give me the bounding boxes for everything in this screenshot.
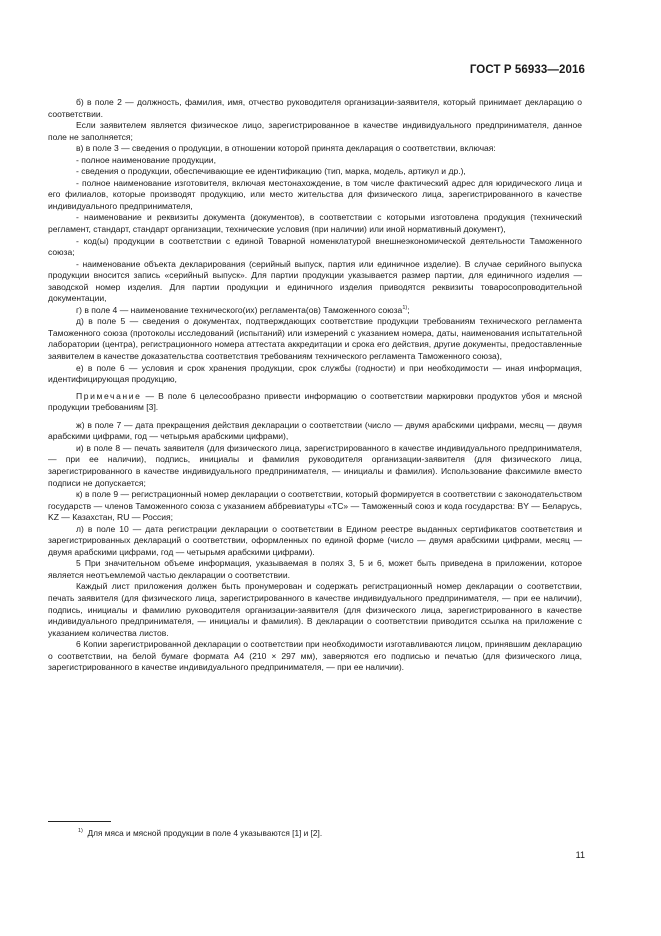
list-item: - полное наименование изготовителя, включая местонахождение, в том числе фактический адрес для юридического лица и его филиалов, которые производят продукцию, или место жительства для физического лица, зарегистрированного в качестве индивидуального предпринимателя, (48, 177, 582, 211)
footnote (78, 828, 322, 839)
list-item: - код(ы) продукции в соответствии с единой Товарной номенклатурой внешнеэкономической деятельности Таможенного союза; (48, 235, 582, 258)
footnote-ref: 1) (402, 304, 408, 311)
note-paragraph (48, 391, 582, 414)
paragraph-i: и) в поле 8 — печать заявителя (для физического лица, зарегистрированного в качестве индивидуального предпринимателя, — при ее наличии), подпись, инициалы и фамилия руководителя организации-заявителя (для физического лица, зарегистрированного в качестве индивидуального предпринимателя, — инициалы и фамилия). Использование факсимиле вместо подписи не допускается; (48, 442, 582, 488)
list-item: - полное наименование продукции, (76, 154, 216, 165)
footnote-text: Для мяса и мясной продукции в поле 4 указываются [1] и [2]. (87, 828, 323, 838)
paragraph-d: д) в поле 5 — сведения о документах, подтверждающих соответствие продукции требованиям технического регламента Таможенного союза (протоколы исследований (испытаний) или измерений с указанием номера, даты, наименования испытательной лаборатории (центра), регистрационного номера аттестата аккредитации и срока его действия, другие документы, предоставленные заявителем в качестве доказательства соответствия требованиям технического регламента Таможенного союза), (48, 316, 582, 362)
paragraph-zh: ж) в поле 7 — дата прекращения действия декларации о соответствии (число — двумя арабскими цифрами, месяц — двумя арабскими цифрами, год — четырьмя арабскими цифрами), (48, 419, 582, 442)
footnote-divider (48, 821, 111, 822)
list-item: - наименование объекта декларирования (серийный выпуск, партия или единичное изделие). В случае серийного выпуска продукции вносится запись «серийный выпуск». Для партии продукции указывается размер партии, для единичного изделия — заводской номер изделия. Для партии продукции и единичного изделия приводятся реквизиты товаросопроводительной документации, (48, 258, 582, 304)
paragraph-g-text: г) в поле 4 — наименование технического(их) регламента(ов) Таможенного союза (76, 304, 403, 315)
clause-5-continuation: Каждый лист приложения должен быть пронумерован и содержать регистрационный номер декларации о соответствии, печать заявителя (для физического лица, зарегистрированного в качестве индивидуального предпринимателя, — при ее наличии), подпись, инициалы и фамилию руководителя организации-заявителя (для физического лица, зарегистрированного в качестве индивидуального предпринимателя, — инициалы и фамилия). В декларации о соответствии приводится ссылка на приложение с указанием количества листов. (48, 581, 582, 638)
list-item: - сведения о продукции, обеспечивающие ее идентификацию (тип, марка, модель, артикул и др.), (76, 166, 466, 177)
note-text: — В поле 6 целесообразно привести информацию о соответствии маркировки продуктов убоя и мясной продукции требованиям [3]. (48, 390, 582, 413)
document-body (48, 97, 582, 674)
list-item: - наименование и реквизиты документа (документов), в соответствии с которыми изготовлена продукция (технический регламент, стандарт, стандарт организации, технические условия (при наличии) или иной нормативный документ), (48, 212, 582, 235)
paragraph-k: к) в поле 9 — регистрационный номер декларации о соответствии, который формируется в соответствии с законодательством государств — членов Таможенного союза с указанием аббревиатуры «ТС» — Таможенный союз и кода государства: BY — Беларусь, KZ — Казахстан, RU — Россия; (48, 489, 582, 523)
paragraph-g-tail: ; (407, 304, 410, 315)
paragraph-g (48, 305, 582, 317)
footnote-mark: 1) (78, 828, 83, 834)
page-number: 11 (575, 850, 585, 860)
note-label: Примечание (76, 390, 142, 401)
paragraph-b: б) в поле 2 — должность, фамилия, имя, отчество руководителя организации-заявителя, который принимает декларацию о соответствии. (48, 97, 582, 119)
paragraph-v: в) в поле 3 — сведения о продукции, в отношении которой принята декларация о соответствии, включая: (76, 143, 496, 154)
paragraph-e: е) в поле 6 — условия и срок хранения продукции, срок службы (годности) и при необходимости — иная информация, идентифицирующая продукцию, (48, 362, 582, 385)
paragraph-l: л) в поле 10 — дата регистрации декларации о соответствии в Едином реестре выданных сертификатов соответствия и зарегистрированных деклараций о соответствии, оформленных по единой форме (число — двумя арабскими цифрами, месяц — двумя арабскими цифрами, год — четырьмя арабскими цифрами). (48, 523, 582, 557)
standard-header: ГОСТ Р 56933—2016 (469, 64, 585, 76)
paragraph-b-note: Если заявителем является физическое лицо, зарегистрированное в качестве индивидуального предпринимателя, данное поле не заполняется; (48, 120, 582, 142)
clause-5: 5 При значительном объеме информация, указываемая в полях 3, 5 и 6, может быть приведена в приложении, которое является неотъемлемой частью декларации о соответствии. (48, 558, 582, 580)
clause-6: 6 Копии зарегистрированной декларации о соответствии при необходимости изготавливаются лицом, принявшим декларацию о соответствии, на белой бумаге формата А4 (210 × 297 мм), заверяются его подписью и печатью (для физического лица, зарегистрированного в качестве индивидуального предпринимателя, — при ее наличии). (48, 639, 582, 673)
